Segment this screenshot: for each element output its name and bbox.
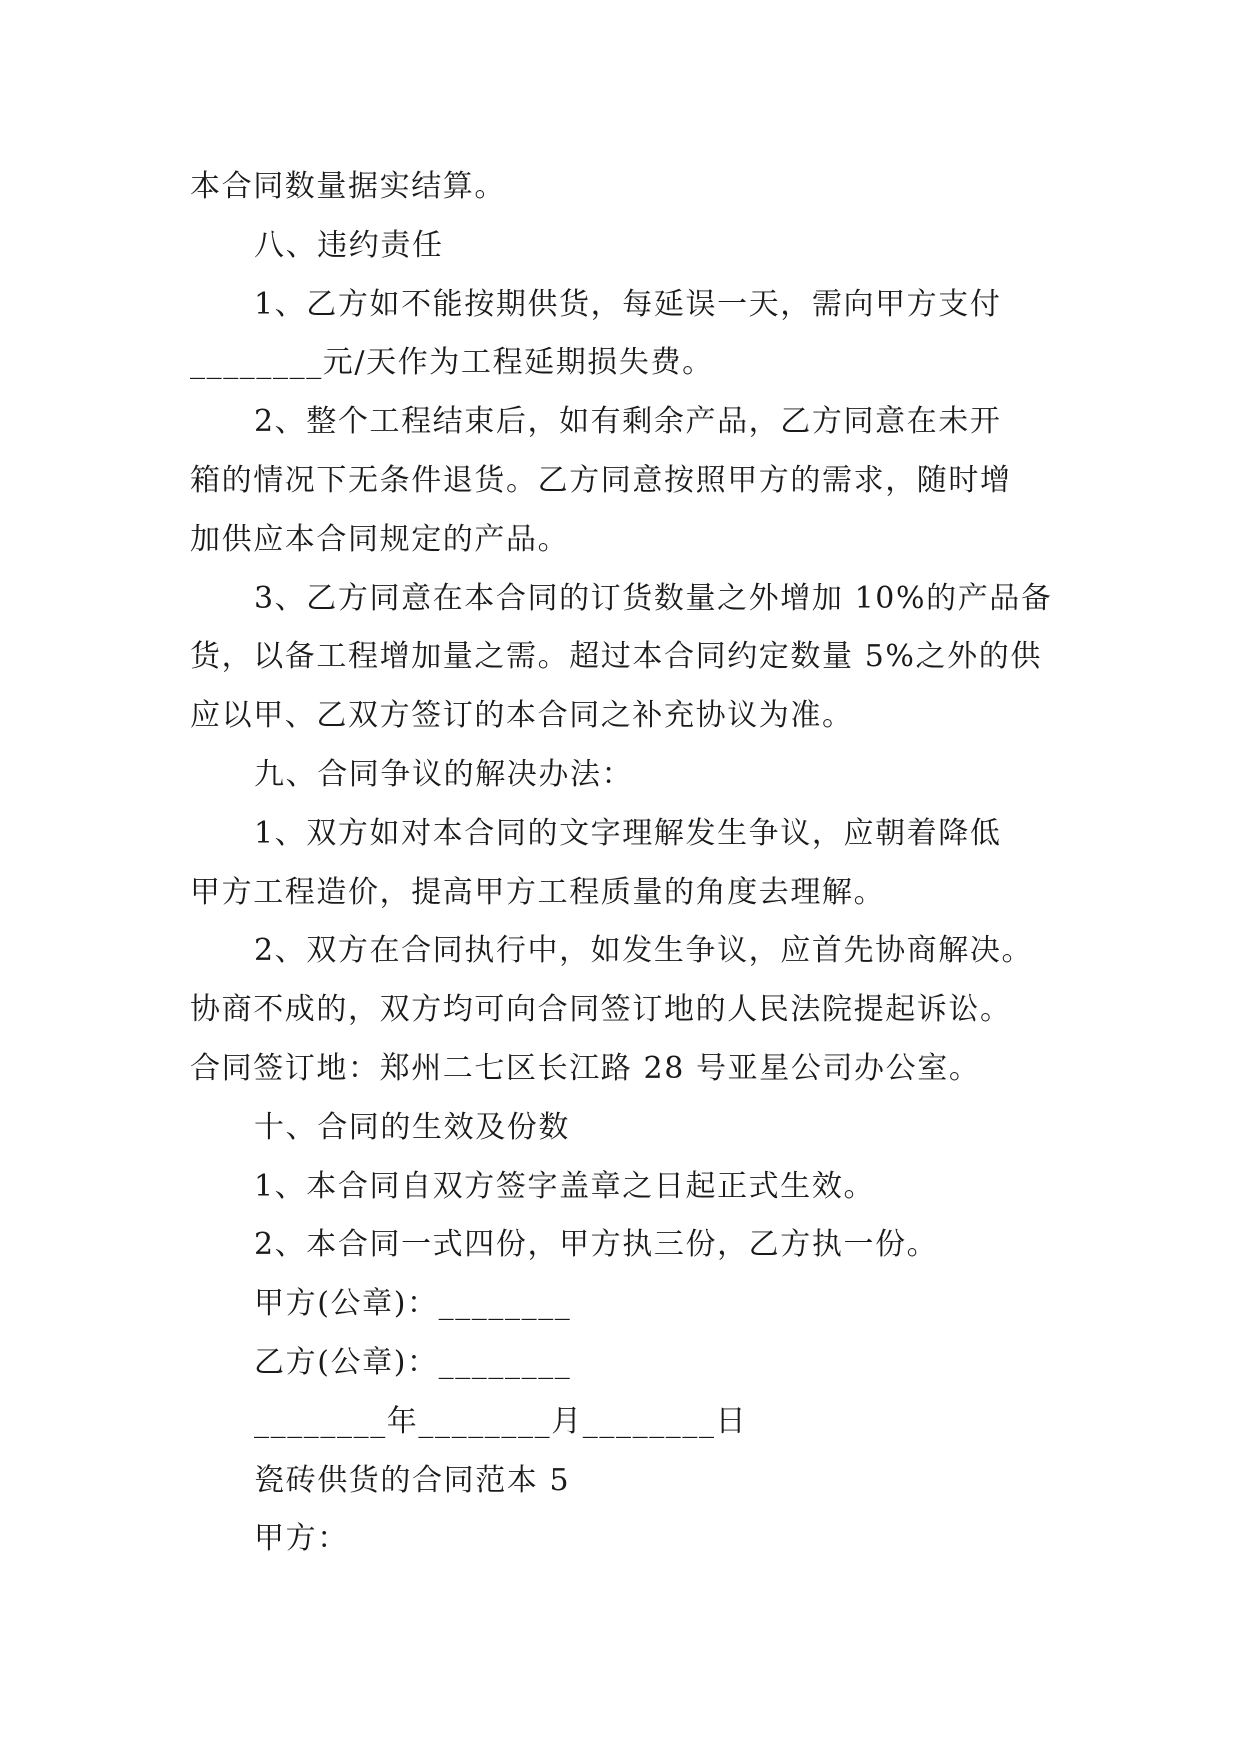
- document-body: [190, 158, 1060, 1569]
- paragraph-line: 货，以备工程增加量之需。超过本合同约定数量 5%之外的供: [190, 639, 1042, 675]
- date-line: ________年________月________日: [254, 1403, 748, 1439]
- section-heading: 九、合同争议的解决办法：: [254, 756, 634, 792]
- paragraph-line: ________元/天作为工程延期损失费。: [190, 345, 714, 381]
- paragraph-line: 加供应本合同规定的产品。: [190, 521, 570, 557]
- party-a-seal-line: 甲方(公章)：________: [254, 1286, 572, 1322]
- paragraph-line: 本合同数量据实结算。: [190, 169, 506, 204]
- party-a-label: 甲方：: [254, 1521, 349, 1557]
- paragraph-line: 1、本合同自双方签字盖章之日起正式生效。: [254, 1168, 876, 1204]
- paragraph-line: 甲方工程造价，提高甲方工程质量的角度去理解。: [190, 874, 886, 910]
- paragraph-line: 合同签订地：郑州二七区长江路 28 号亚星公司办公室。: [190, 1050, 981, 1086]
- paragraph-line: 2、本合同一式四份，甲方执三份，乙方执一份。: [254, 1227, 939, 1263]
- paragraph-line: 2、双方在合同执行中，如发生争议，应首先协商解决。: [254, 933, 1034, 969]
- paragraph-line: 2、整个工程结束后，如有剩余产品，乙方同意在未开: [254, 404, 1002, 440]
- paragraph-line: 1、双方如对本合同的文字理解发生争议，应朝着降低: [254, 815, 1002, 851]
- section-heading: 十、合同的生效及份数: [254, 1109, 570, 1145]
- paragraph-line: 协商不成的，双方均可向合同签订地的人民法院提起诉讼。: [190, 992, 1012, 1028]
- party-b-seal-line: 乙方(公章)：________: [254, 1344, 572, 1380]
- document-title: 瓷砖供货的合同范本 5: [254, 1462, 571, 1498]
- section-heading: 八、违约责任: [254, 227, 444, 263]
- paragraph-line: 箱的情况下无条件退货。乙方同意按照甲方的需求，随时增: [190, 462, 1012, 498]
- paragraph-line: 3、乙方同意在本合同的订货数量之外增加 10%的产品备: [254, 580, 1053, 616]
- paragraph-line: 应以甲、乙双方签订的本合同之补充协议为准。: [190, 698, 854, 734]
- paragraph-line: 1、乙方如不能按期供货，每延误一天，需向甲方支付: [254, 286, 1002, 322]
